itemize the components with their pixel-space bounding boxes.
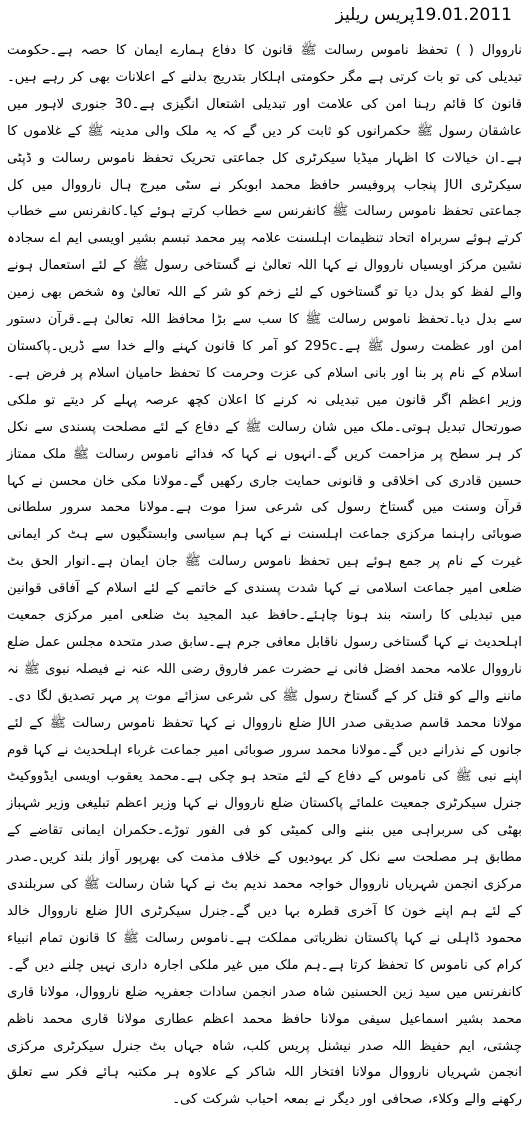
article-paragraph: نارووال ( ) تحفظ ناموس رسالت ﷺ قانون کا دفاع ہمارے ایمان کا حصہ ہے۔حکومت تبدیلی کی تو بات کرتی ہے مگر حکومتی اہلکار بتدریج بدلنے کے اعلانات بھی کر رہے ہیں۔قانون کا قائم رہنا امن کی علامت اور تبدیلی اشتعال انگیزی ہے۔30 جنوری لاہور میں عاشقان رسول ﷺ حکمرانوں کو ثابت کر دیں گے کہ یہ ملک والی مدینہ ﷺ کے غلاموں کا ہے۔ان خیالات کا اظہار میڈیا سیکرٹری کل جماعتی تحریک تحفظ ناموس رسالت و ڈپٹی سیکرٹری JUI پنجاب پروفیسر حافظ محمد ابوبکر نے سٹی میرج ہال نارووال میں کل جماعتی تحفظ ناموس رسالت ﷺ کانفرنس سے خطاب کرتے ہوئے کیا۔کانفرنس سے خطاب کرتے ہوئے سربراہ اتحاد تنظیمات اہلسنت علامہ پیر محمد تبسم بشیر اویسی ایم اے سجادہ نشین مرکز اویسیاں نارووال نے کہا اللہ تعالیٰ نے گستاخی رسول ﷺ کے لئے استعمال ہونے والے لفظ کو بدل دیا تو گستاخوں کے لئے زخم کو شر کے اللہ تعالیٰ وہ شخص بھی زمین سے بدل دیا۔تحفظ ناموس رسالت ﷺ کا سب سے بڑا محافظ اللہ تعالیٰ ہے۔قرآن دستور امن اور عظمت رسول ﷺ ہے۔295c کو آمر کا قانون کہنے والے خدا سے ڈریں۔پاکستان اسلام کے نام پر بنا اور بانی اسلام کی عزت وحرمت کا تحفظ حامیان اسلام پر فرض ہے۔وزیر اعظم اگر قانون میں تبدیلی نہ کرنے کا اعلان کچھ عرصہ پہلے کر دیتے تو ملکی صورتحال تبدیل ہوتی۔ملک میں شان رسالت ﷺ کے دفاع کے لئے مصلحت پسندی سے نکل کر ہر سطح پر مزاحمت کریں گے۔انہوں نے کہا کہ فدائے ناموس رسالت ﷺ ملک ممتاز حسین قادری کی اخلاقی و قانونی حمایت جاری رکھیں گے۔مولانا مکی خان محسن نے کہا قرآن وسنت میں گستاخ رسول کی شرعی سزا موت ہے۔مولانا محمد سرور سلطانی صوبائی راہنما مرکزی جماعت اہلسنت نے کہا ہم سیاسی وابستگیوں سے ہٹ کر ایمانی غیرت کے نام پر جمع ہوئے ہیں تحفظ ناموس رسالت ﷺ جان ایمان ہے۔انوار الحق بٹ ضلعی امیر جماعت اسلامی نے کہا شدت پسندی کے خاتمے کے لئے اسلام کے آفاقی قوانین میں تبدیلی کا راستہ بند ہونا چاہئے۔حافظ عبد المجید بٹ ضلعی امیر مرکزی جمعیت اہلحدیث نے کہا گستاخی رسول ناقابل معافی جرم ہے۔سابق صدر متحدہ مجلس عمل ضلع نارووال علامہ محمد افضل فانی نے حضرت عمر فاروق رضی اللہ عنہ نے فیصلہ نبوی ﷺ نہ ماننے والے کو قتل کر کے گستاخ رسول ﷺ کی شرعی سزائے موت پر مہر تصدیق لگا دی۔مولانا محمد قاسم صدیقی صدر JUI ضلع نارووال نے کہا تحفظ ناموس رسالت ﷺ کے لئے جانوں کے نذرانے دیں گے۔مولانا محمد سرور صوبائی امیر جماعت غرباء اہلحدیث نے کہا قوم اپنے نبی ﷺ کی ناموس کے دفاع کے لئے متحد ہو چکی ہے۔محمد یعقوب اویسی ایڈووکیٹ جنرل سیکرٹری جمعیت علمائے پاکستان ضلع نارووال نے کہا وزیر اعظم تبلیغی وزیر شہباز بھٹی کی سربراہی میں بننے والی کمیٹی کو فی الفور توڑے۔حکمران ایمانی تقاضے کے مطابق ہر مصلحت سے نکل کر یہودیوں کے خلاف مذمت کی بھرپور آواز بلند کریں۔صدر مرکزی انجمن شہریاں نارووال خواجہ محمد ندیم بٹ نے کہا شان رسالت ﷺ کی سربلندی کے لئے ہم اپنے خون کا آخری قطرہ بہا دیں گے۔جنرل سیکرٹری JUI ضلع نارووال خالد محمود ڈاہلی نے کہا پاکستان نظریاتی مملکت ہے۔ناموس رسالت ﷺ کا قانون تمام انبیاء کرام کی ناموس کا تحفظ کرتا ہے۔ہم ملک میں غیر ملکی اجارہ داری نہیں چلنے دیں گے۔کانفرنس میں سید زین الحسنین شاہ صدر انجمن سادات جعفریہ ضلع نارووال، مولانا قاری محمد بشیر اسماعیل سیفی مولانا حافظ محمد اعظم عطاری مولانا قاری محمد ناظم چشتی، ایم حفیظ اللہ صدر نیشنل پریس کلب، شاہ جہاں بٹ جنرل سیکرٹری مرکزی انجمن شہریاں نارووال مولانا افتخار اللہ شاکر کے علاوہ ہر مکتبہ ہائے فکر سے تعلق رکھنے والے وکلاء، صحافی اور دیگر نے بمعہ احباب شرکت کی۔ [7,43,523,1108]
article-body [7,38,522,1114]
press-release-header [7,4,522,28]
release-date: 19.01.2011 [414,5,512,25]
press-release-label: پریس ریلیز [335,5,415,25]
